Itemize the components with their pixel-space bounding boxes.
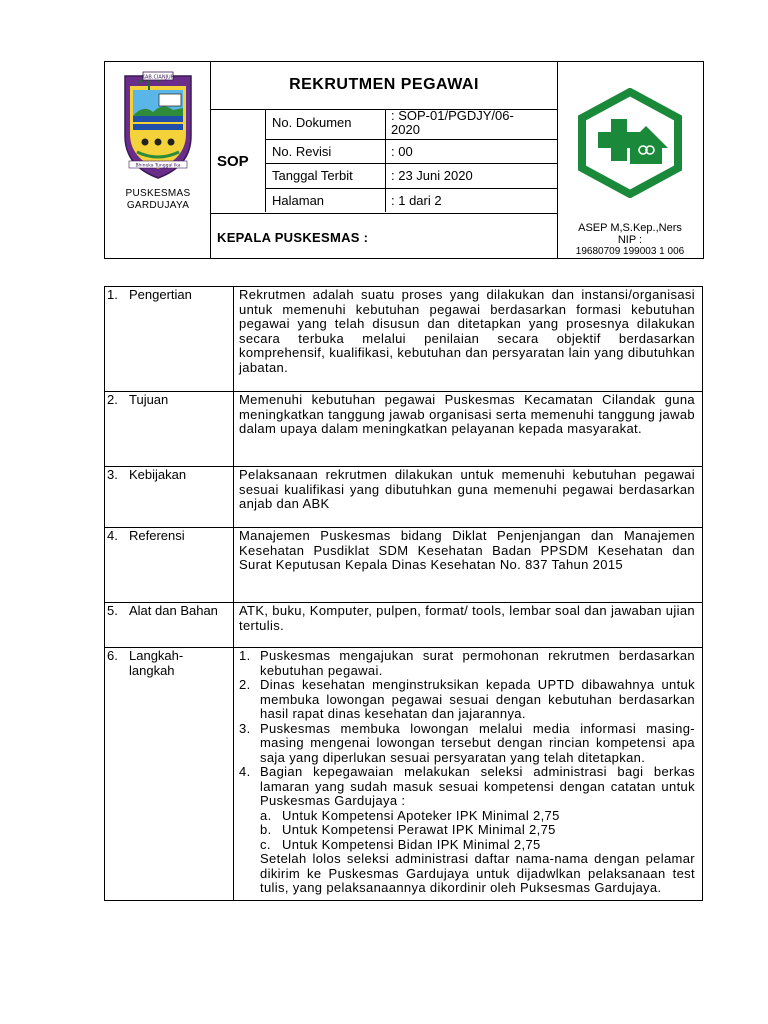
steps-cell xyxy=(234,648,703,901)
section-label xyxy=(105,528,234,603)
competency-item xyxy=(260,838,695,853)
section-label xyxy=(105,648,234,901)
competency-item xyxy=(260,809,695,824)
section-text: Manajemen Puskesmas bidang Diklat Penjenjangan dan Manajemen Kesehatan Pusdiklat SDM Kesehatan Badan PPSDM Kesehatan dan Surat Keputusan Kepala Dinas Kesehatan No. 837 Tahun 2015 xyxy=(234,528,703,603)
doc-number-label: No. Dokumen xyxy=(272,115,352,130)
competency-letter: a. xyxy=(260,807,272,823)
step-text: Bagian kepegawaian melakukan seleksi administrasi bagi berkas lamaran yang sudah masuk sesuai kompetensi dengan catatan untuk Puskesmas Gardujaya : xyxy=(260,764,695,808)
nip-number: 19680709 199003 1 006 xyxy=(575,246,685,257)
section-label xyxy=(105,287,234,392)
revision-label: No. Revisi xyxy=(272,144,332,159)
issue-date-value: : 23 Juni 2020 xyxy=(391,168,473,183)
header-divider xyxy=(385,109,386,212)
competency-list xyxy=(260,809,695,853)
svg-text:KAB.CIANJUR: KAB.CIANJUR xyxy=(141,74,175,81)
section-number: 1. xyxy=(107,287,118,302)
header-divider xyxy=(265,163,557,164)
section-number: 5. xyxy=(107,603,118,618)
competency-text: Untuk Kompetensi Apoteker IPK Minimal 2,75 xyxy=(282,807,560,823)
signer-name: ASEP M,S.Kep.,Ners xyxy=(578,222,682,234)
section-number: 2. xyxy=(107,392,118,407)
step-followup-text: Setelah lolos seleksi administrasi daftar nama-nama dengan pelamar dikirim ke Puskesmas Gardujaya untuk dijadwlkan pelaksanaan test tulis, yang pelaksanaannya dikordinir oleh Puksesmas Gardujaya. xyxy=(260,851,695,895)
section-row xyxy=(105,528,703,603)
section-row xyxy=(105,392,703,467)
org-name xyxy=(109,188,207,212)
section-text: ATK, buku, Komputer, pulpen, format/ tools, lembar soal dan jawaban ujian tertulis. xyxy=(234,603,703,648)
header-divider xyxy=(210,213,557,214)
section-title: Tujuan xyxy=(129,392,169,407)
sop-header xyxy=(104,61,704,259)
step-number: 1. xyxy=(239,648,251,663)
nip-label: NIP : xyxy=(617,234,643,246)
competency-letter: c. xyxy=(260,836,271,852)
step-text: Puskesmas mengajukan surat permohonan rekrutmen berdasarkan kebutuhan pegawai. xyxy=(260,648,695,678)
section-row xyxy=(105,648,703,901)
section-title: Pengertian xyxy=(129,287,192,302)
step-item xyxy=(239,649,695,678)
competency-letter: b. xyxy=(260,822,272,837)
section-row xyxy=(105,467,703,528)
section-text: Rekrutmen adalah suatu proses yang dilakukan dan instansi/organisasi untuk memenuhi kebutuhan pegawai berdasarkan formasi kebutuhan pegawai yang telah disusun dan ditetapkan yang prosesnya dilakukan secara terbuka melalui penilaian secara objektif berdasarkan komprehensif, kualifikasi, kebutuhan dan persyaratan lain yang dibutuhkan jabatan. xyxy=(234,287,703,392)
revision-value: : 00 xyxy=(391,144,413,159)
competency-text: Untuk Kompetensi Perawat IPK Minimal 2,75 xyxy=(282,822,556,837)
org-name-line: GARDUJAYA xyxy=(126,200,190,211)
issue-date-label: Tanggal Terbit xyxy=(272,168,353,183)
steps-list xyxy=(239,649,695,896)
section-label xyxy=(105,392,234,467)
step-text: Dinas kesehatan menginstruksikan kepada UPTD dibawahnya untuk membuka lowongan pegawai sesuai dengan kebutuhan berdasarkan hasil rapat dinas kesehatan dan jajarannya. xyxy=(260,677,695,721)
step-item xyxy=(239,678,695,722)
sop-label: SOP xyxy=(217,153,249,170)
doc-number-value-line: 2020 xyxy=(391,122,420,137)
head-of-puskesmas-label: KEPALA PUSKESMAS : xyxy=(217,230,369,245)
org-name-line: PUSKESMAS xyxy=(125,188,191,199)
section-number: 3. xyxy=(107,467,118,482)
svg-text:Bhineka Tunggal Ika: Bhineka Tunggal Ika xyxy=(135,163,181,169)
section-row xyxy=(105,287,703,392)
header-divider xyxy=(265,139,557,140)
doc-number-value xyxy=(391,109,514,137)
step-text: Puskesmas membuka lowongan melalui media informasi masing-masing mengenai lowongan tersebut dengan rincian kompetensi apa saja yang diperlukan sesuai persyaratan yang telah ditetapkan. xyxy=(260,720,695,765)
signer-block xyxy=(557,222,703,258)
section-row xyxy=(105,603,703,648)
section-title: Kebijakan xyxy=(129,467,187,482)
header-divider xyxy=(265,109,266,212)
section-title: Langkah-langkah xyxy=(129,648,184,678)
doc-number-value-line: : SOP-01/PGDJY/06- xyxy=(391,108,514,123)
section-text: Memenuhi kebutuhan pegawai Puskesmas Kecamatan Cilandak guna meningkatkan tanggung jawab organisasi serta memenuhi tanggung jawab dalam upaya dalam meningkatkan pelayanan kepada masyarakat. xyxy=(234,392,703,467)
step-item xyxy=(239,765,695,896)
document-title: REKRUTMEN PEGAWAI xyxy=(289,76,479,93)
page-value: : 1 dari 2 xyxy=(391,193,442,208)
puskesmas-logo xyxy=(574,88,686,198)
section-label xyxy=(105,467,234,528)
section-title: Referensi xyxy=(129,528,185,543)
section-text: Pelaksanaan rekrutmen dilakukan untuk memenuhi kebutuhan pegawai sesuai kualifikasi yang dibutuhkan guna memenuhi pegawai berdasarkan anjab dan ABK xyxy=(234,467,703,528)
competency-text: Untuk Kompetensi Bidan IPK Minimal 2,75 xyxy=(282,836,541,852)
step-number: 3. xyxy=(239,720,251,736)
step-item xyxy=(239,722,695,766)
sop-content-table xyxy=(104,286,703,901)
step-number: 2. xyxy=(239,677,251,692)
competency-item xyxy=(260,823,695,838)
section-number: 6. xyxy=(107,648,118,663)
regency-emblem-logo xyxy=(119,70,197,182)
section-label xyxy=(105,603,234,648)
step-number: 4. xyxy=(239,764,251,779)
header-divider xyxy=(265,188,557,189)
section-title: Alat dan Bahan xyxy=(129,603,218,618)
section-number: 4. xyxy=(107,528,118,543)
page-label: Halaman xyxy=(272,193,325,208)
